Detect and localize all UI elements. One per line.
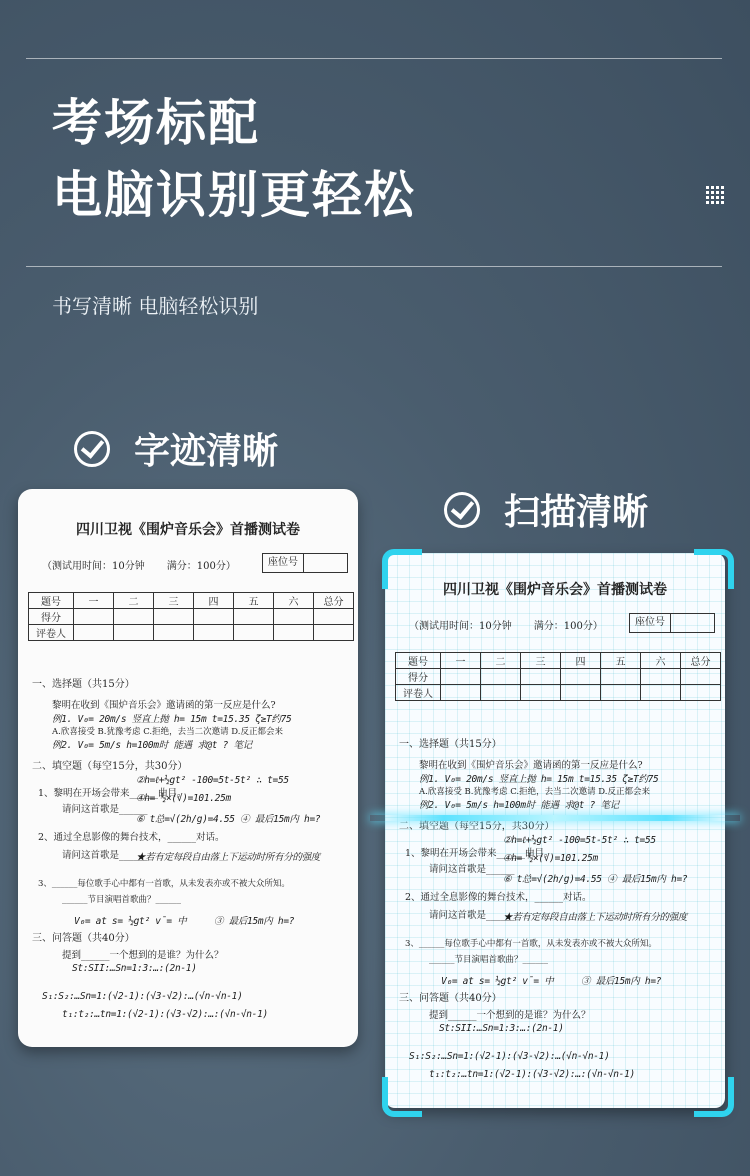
badge-clear-writing [74, 423, 278, 474]
score-table: 题号 一 二 三 四 五 六 总分 得分 评卷人 [28, 592, 354, 641]
handwriting-line: V₀= at s= ½gt² v̄= 中 [441, 976, 554, 987]
question-2-2b: 请问这首歌是______ [62, 850, 148, 861]
headline-line1: 考场标配 [52, 94, 260, 152]
exam-paper-scanned [385, 553, 725, 1108]
handwriting-line: V₀= at s= ½gt² v̄= 中 [74, 916, 187, 927]
question-2-2: 2、通过全息影像的舞台技术，______对话。 [38, 832, 225, 843]
question-1-options: A.欣喜接受 B.犹豫考虑 C.拒绝，去当二次邀请 D.反正都会来 [52, 727, 284, 737]
scan-corner-top-right [694, 549, 734, 589]
handwriting-line: 例1. V₀= 20m/s 竖直上抛 h= 15m t=15.35 ζ≥T约75 [52, 714, 292, 725]
question-2-3: 3、______每位歌手心中都有一首歌，从未发表亦或不被大众所知。 [38, 879, 290, 889]
question-2-3: 3、______每位歌手心中都有一首歌，从未发表亦或不被大众所知。 [405, 939, 657, 949]
check-circle-icon [444, 492, 480, 528]
scan-corner-bottom-left [382, 1077, 422, 1117]
question-1-options: A.欣喜接受 B.犹豫考虑 C.拒绝，去当二次邀请 D.反正都会来 [419, 787, 651, 797]
question-1: 黎明在收到《围炉音乐会》邀请函的第一反应是什么? [419, 760, 643, 771]
seat-box: 座位号 [262, 553, 348, 573]
question-1: 黎明在收到《围炉音乐会》邀请函的第一反应是什么? [52, 700, 276, 711]
handwriting-line: 例1. V₀= 20m/s 竖直上抛 h= 15m t=15.35 ζ≥T约75 [419, 774, 659, 785]
question-2-1b: 请问这首歌是______ [62, 804, 148, 815]
handwriting-line: t₁:t₂:…tn=1:(√2-1):(√3-√2):…:(√n-√n-1) [62, 1009, 268, 1020]
section-1: 一、选择题（共15分） [399, 739, 502, 750]
question-2-3b: ______节目演唱首歌曲？______ [429, 955, 549, 965]
handwriting-line: ④h= ½×(√)=101.25m [136, 793, 231, 804]
scan-corner-top-left [382, 549, 422, 589]
question-3: 提到______一个想到的是谁？为什么？ [429, 1010, 591, 1021]
badge-label: 扫描清晰 [504, 492, 649, 533]
handwriting-line: St:SII:…Sn=1:3:…:(2n-1) [72, 963, 197, 974]
paper-meta: （测试用时间：10分钟 满分：100分） [409, 621, 603, 632]
handwriting-line: S₁:S₂:…Sn=1:(√2-1):(√3-√2):…(√n-√n-1) [409, 1051, 610, 1062]
handwriting-line: ③ 最后15m内 h=? [214, 916, 295, 927]
handwriting-line: ②h=ℓ+½gt² -100=5t-5t² ∴ t=55 [136, 775, 289, 786]
paper-title: 四川卫视《围炉音乐会》首播测试卷 [443, 582, 667, 598]
score-table: 题号 一 二 三 四 五 六 总分 得分 评卷人 [395, 652, 721, 701]
handwriting-line: ⑥ t总=√(2h/g)=4.55 ④ 最后15m内 h=? [503, 874, 688, 885]
check-circle-icon [74, 431, 110, 467]
grid-dots-icon [706, 186, 724, 204]
section-3: 三、问答题（共40分） [32, 933, 135, 944]
badge-clear-scan [444, 484, 648, 535]
question-2-1b: 请问这首歌是______ [429, 864, 515, 875]
handwriting-line: 例2. V₀= 5m/s h=100m时 能遇 求@t ? 笔记 [419, 800, 619, 811]
section-2: 二、填空题（每空15分，共30分） [32, 761, 188, 772]
top-divider [26, 58, 722, 59]
paper-meta: （测试用时间：10分钟 满分：100分） [42, 561, 236, 572]
paper-title: 四川卫视《围炉音乐会》首播测试卷 [76, 522, 300, 538]
handwriting-line: ⑥ t总=√(2h/g)=4.55 ④ 最后15m内 h=? [136, 814, 321, 825]
exam-paper-original [18, 489, 358, 1047]
handwriting-line: ②h=ℓ+½gt² -100=5t-5t² ∴ t=55 [503, 835, 656, 846]
headline-line2: 电脑识别更轻松 [52, 166, 416, 224]
handwriting-line: t₁:t₂:…tn=1:(√2-1):(√3-√2):…:(√n-√n-1) [429, 1069, 635, 1080]
badge-label: 字迹清晰 [134, 431, 279, 472]
handwriting-line: ★若有定每段自由落上下运动时所有分的强度 [136, 852, 321, 863]
subtitle: 书写清晰 电脑轻松识别 [52, 294, 259, 318]
handwriting-line: 例2. V₀= 5m/s h=100m时 能遇 求@t ? 笔记 [52, 740, 252, 751]
question-2-2: 2、通过全息影像的舞台技术，______对话。 [405, 892, 592, 903]
question-2-1: 1、黎明在开场会带来______曲目。 [405, 848, 554, 859]
scan-corner-bottom-right [694, 1077, 734, 1117]
section-1: 一、选择题（共15分） [32, 679, 135, 690]
handwriting-line: S₁:S₂:…Sn=1:(√2-1):(√3-√2):…(√n-√n-1) [42, 991, 243, 1002]
section-2: 二、填空题（每空15分，共30分） [399, 821, 555, 832]
bottom-divider [26, 266, 722, 267]
handwriting-line: St:SII:…Sn=1:3:…:(2n-1) [439, 1023, 564, 1034]
seat-box: 座位号 [629, 613, 715, 633]
scan-line [370, 815, 740, 821]
handwriting-line: ④h= ½×(√)=101.25m [503, 853, 598, 864]
question-2-2b: 请问这首歌是______ [429, 910, 515, 921]
question-3: 提到______一个想到的是谁？为什么？ [62, 950, 224, 961]
section-3: 三、问答题（共40分） [399, 993, 502, 1004]
question-2-3b: ______节目演唱首歌曲？______ [62, 895, 182, 905]
handwriting-line: ★若有定每段自由落上下运动时所有分的强度 [503, 912, 688, 923]
handwriting-line: ③ 最后15m内 h=? [581, 976, 662, 987]
question-2-1: 1、黎明在开场会带来______曲目。 [38, 788, 187, 799]
